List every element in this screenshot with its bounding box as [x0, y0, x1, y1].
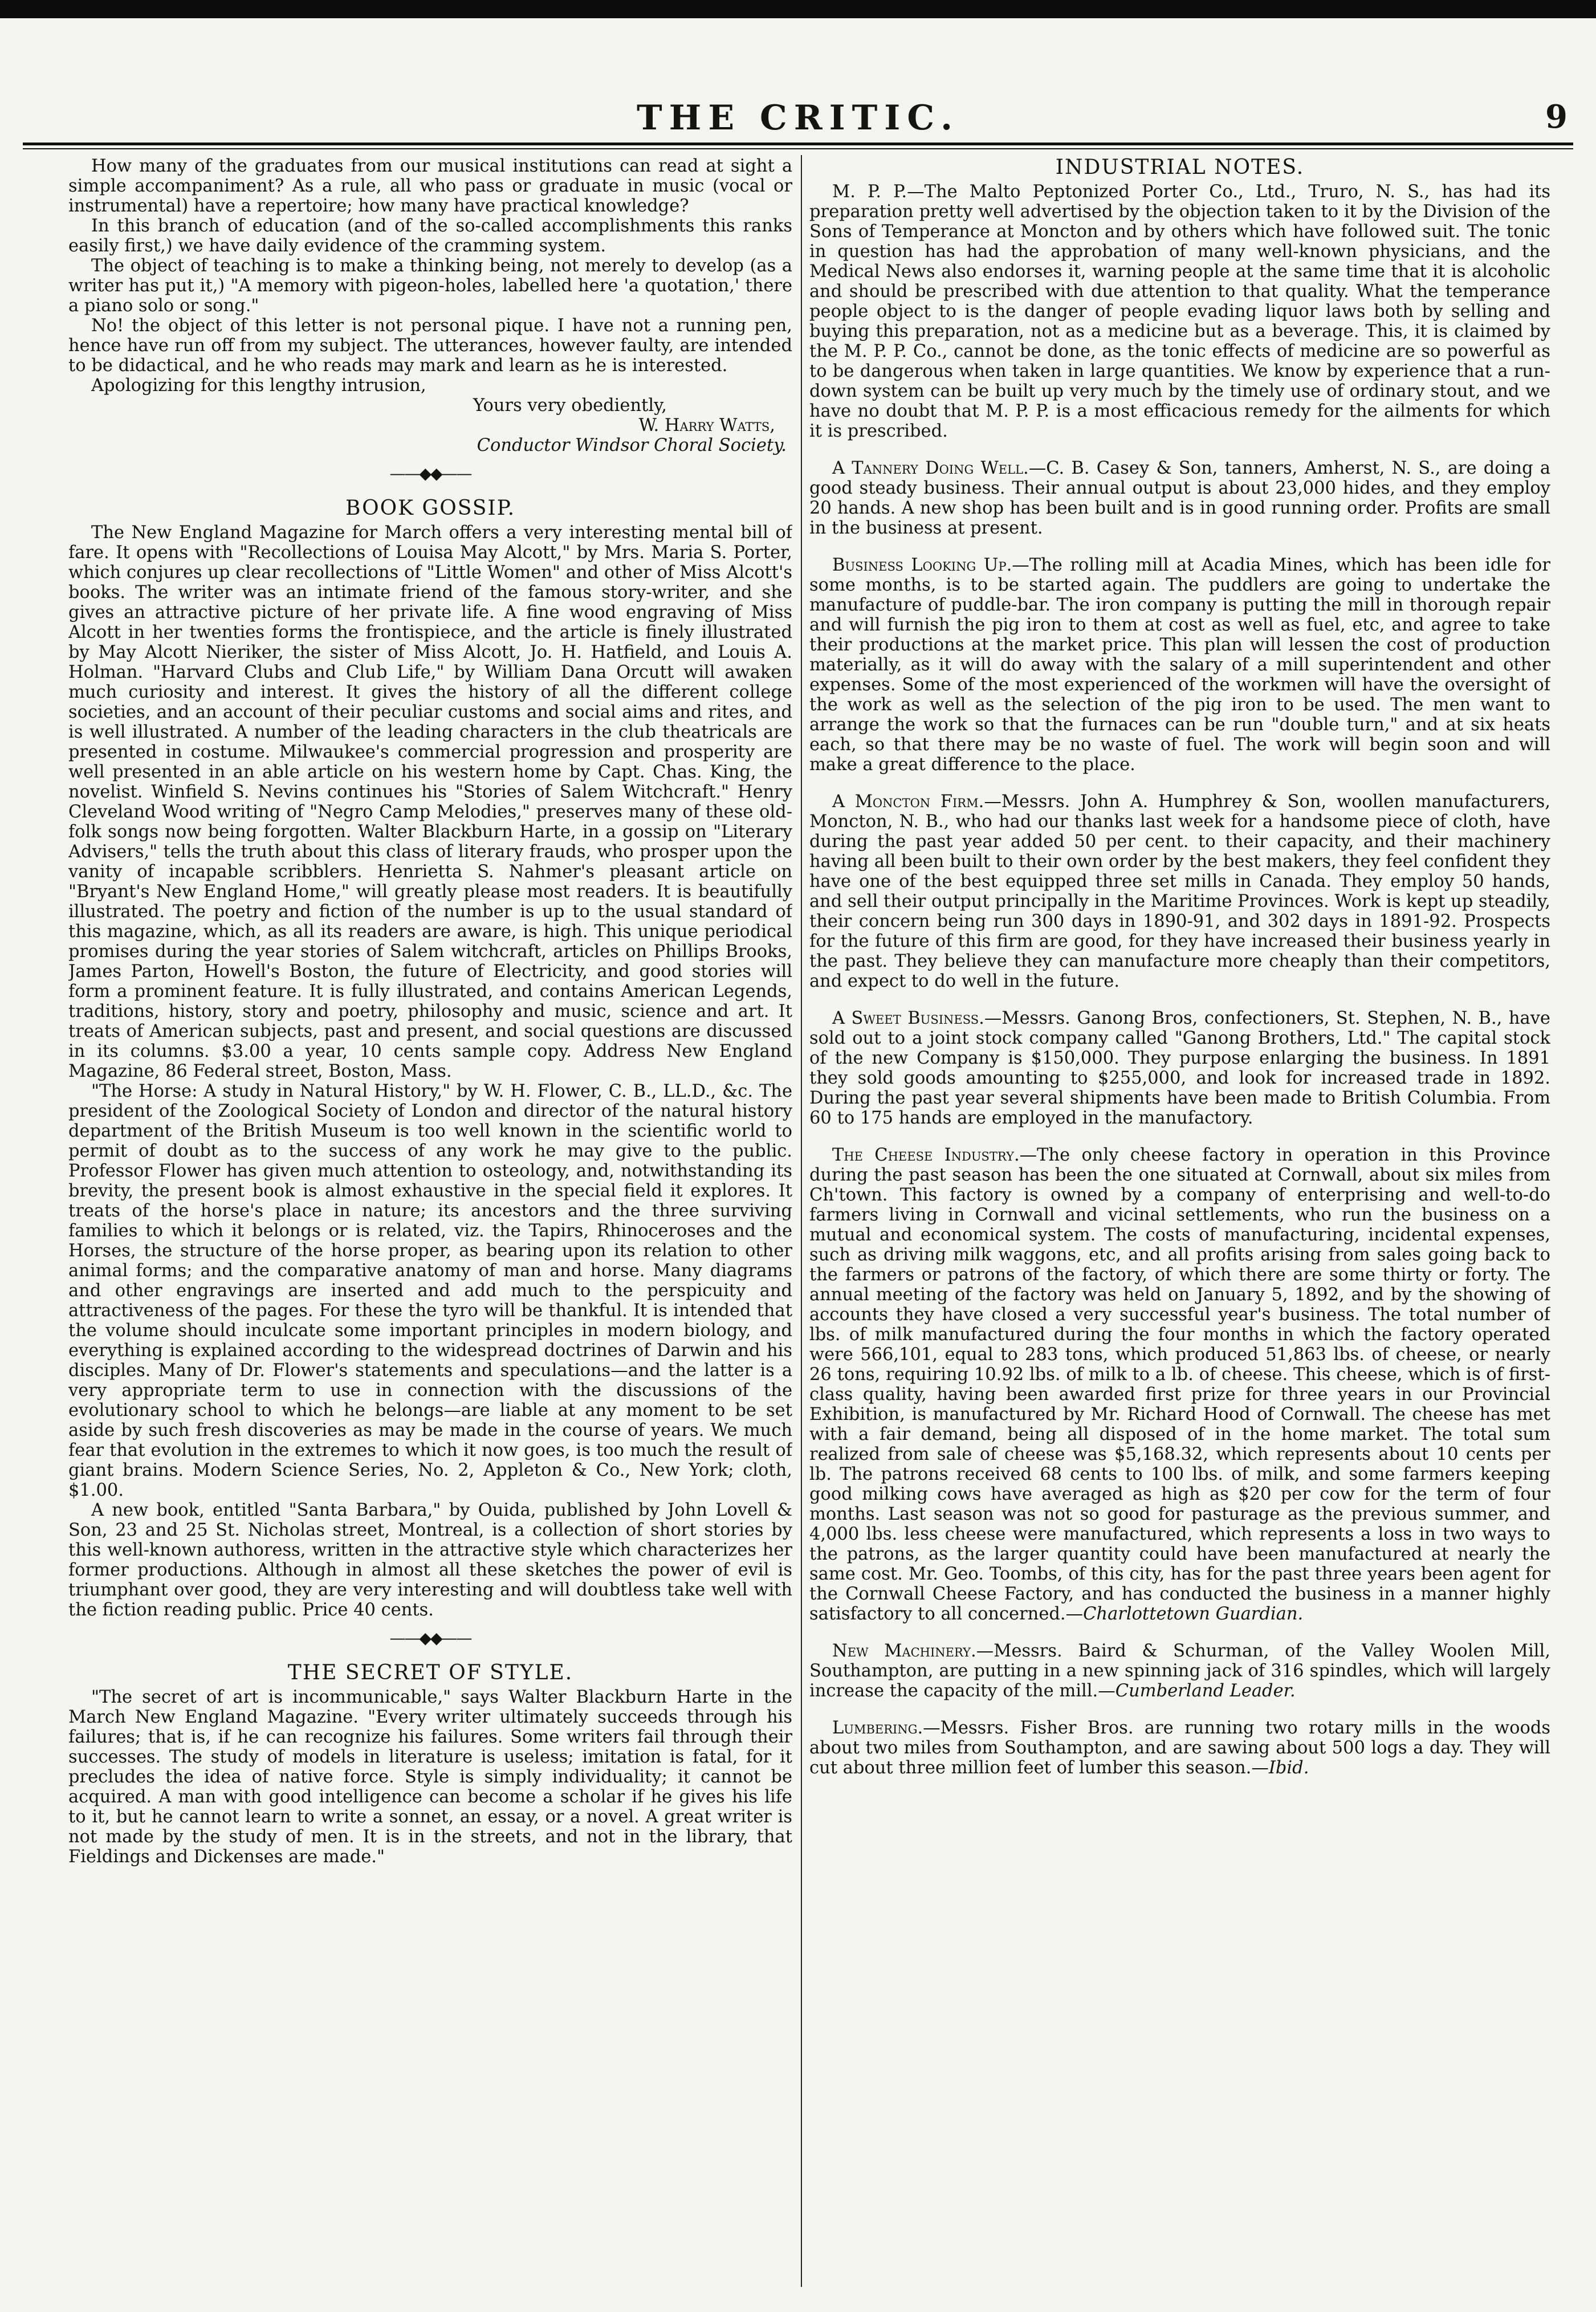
industrial-note [809, 1008, 1550, 1128]
note-lead: The Cheese Industry. [832, 1145, 1020, 1165]
letter-paragraph: The object of teaching is to make a thinking being, not merely to develop (as a writer has put it,) "A memory with pigeon-holes, labelled here 'a quotation,' there a piano solo or song." [68, 256, 792, 316]
note-lead: A Tannery Doing Well. [832, 458, 1029, 478]
note-lead: Lumbering. [832, 1718, 923, 1738]
industrial-note: M. P. P.—The Malto Peptonized Porter Co., Ltd., Truro, N. S., has had its preparation pretty well advertised by the objection taken to it by the Division of the Sons of Temperance at Moncton and by others which have followed suit. The tonic in question has had the approbation of many well-known physicians, and the Medical News also endorses it, warning people at the same time that it is alcoholic and should be prescribed with due attention to that quality. What the temperance people object to is the danger of people evading liquor laws both by selling and buying this preparation, not as a medicine but as a beverage. This, it is claimed by the M. P. P. Co., cannot be done, as the tonic effects of medicine are so powerful as to be dangerous when taken in large quantities. We know by experience that a run-down system can be built up very much by the timely use of ordinary stout, and we have no doubt that M. P. P. is a most efficacious remedy for the ailments for which it is prescribed. [809, 182, 1550, 441]
letter-paragraph: No! the object of this letter is not personal pique. I have not a running pen, hence have run off from my subject. The utterances, however faulty, are intended to be didactical, and he who reads may mark and learn as he is interested. [68, 316, 792, 376]
note-body: —Messrs. Baird & Schurman, of the Valley Woolen Mill, Southampton, are putting in a new spinning jack of 316 spindles, which will largely increase the capacity of the mill.— [809, 1641, 1550, 1701]
letter-signature-title: Conductor Windsor Choral Society. [477, 435, 787, 455]
heading-secret-of-style: THE SECRET OF STYLE. [287, 1661, 573, 1684]
industrial-note [809, 1641, 1550, 1701]
note-source: Ibid. [1268, 1758, 1309, 1778]
letter-paragraph: Apologizing for this lengthy intrusion, [91, 376, 426, 396]
note-body: —Messrs. Ganong Bros, confectioners, St. Stephen, N. B., have sold out to a joint stock company called "Ganong Brothers, Ltd." The capital stock of the new Company is $150,000. They purpose enlarging the business. In 1891 they sold goods amounting to $255,000, and look for increased trade in 1892. During the past year several shipments have been made to British Columbia. From 60 to 175 hands are employed in the manufactory. [809, 1008, 1550, 1128]
letter-closing: Yours very obediently, [473, 396, 667, 416]
note-lead: Business Looking Up. [832, 555, 1012, 575]
note-source: Cumberland Leader. [1115, 1681, 1296, 1701]
letter-paragraph: How many of the graduates from our musical institutions can read at sight a simple accompaniment? As a rule, all who pass or graduate in music (vocal or instrumental) have a repertoire; how many have practical knowledge? [68, 156, 792, 216]
top-edge-bar [0, 0, 1596, 18]
note-source: Charlottetown Guardian. [1083, 1604, 1304, 1624]
header-rule-thick [23, 143, 1573, 145]
left-column [68, 156, 792, 2288]
letter-signature: W. Harry Watts, [638, 416, 775, 435]
publication-title: THE CRITIC. [637, 98, 959, 138]
book-gossip-paragraph: A new book, entitled "Santa Barbara," by Ouida, published by John Lovell & Son, 23 and 25 St. Nicholas street, Montreal, is a collection of short stories by this well-known authoress, written in the attractive style which characterizes her former productions. Although in almost all these sketches the power of evil is triumphant over good, they are very interesting and will doubtless take well with the fiction reading public. Price 40 cents. [68, 1500, 792, 1620]
industrial-note [809, 1145, 1550, 1624]
right-column [809, 156, 1550, 2288]
industrial-note [809, 1718, 1550, 1778]
column-divider [801, 155, 802, 2287]
note-body: —The rolling mill at Acadia Mines, which has been idle for some months, is to be started again. The puddlers are going to undertake the manufacture of puddle-bar. The iron company is putting the mill in thorough repair and will furnish the pig iron to them at cost as well as fuel, etc, and agree to take their productions at the market price. This plan will lessen the cost of production materially, as it will do away with the salary of a mill superintendent and other expenses. Some of the most experienced of the workmen will have the oversight of the work as well as the selection of the pig iron to be used. The men want to arrange the work so that the furnaces can be run "double turn," and at six heats each, so that there may be no waste of fuel. The work will begin soon and will make a great difference to the place. [809, 555, 1550, 775]
note-body: —The only cheese factory in operation in this Province during the past season has been the one situated at Cornwall, about six miles from Ch'town. This factory is owned by a company of enterprising and well-to-do farmers living in Cornwall and vicinal settlements, who run the business on a mutual and economical system. The costs of manufacturing, incidental expenses, such as driving milk waggons, etc, and all profits arising from sales going back to the farmers or patrons of the factory, of which there are some thirty or forty. The annual meeting of the factory was held on January 5, 1892, and by the showing of accounts they have closed a very successful year's business. The total number of lbs. of milk manufactured during the four months in which the factory operated were 566,101, equal to 283 tons, which produced 51,863 lbs. of cheese, or nearly 26 tons, requiring 10.92 lbs. of milk to a lb. of cheese. This cheese, which is of first-class quality, having been awarded first prize for three years in our Provincial Exhibition, is manufactured by Mr. Richard Hood of Cornwall. The cheese has met with a fair demand, being all disposed of in the home market. The total sum realized from sale of cheese was $5,168.32, which represents about 10 cents per lb. The patrons received 68 cents to 100 lbs. of milk, and some farmers keeping good milking cows have averaged as high as $20 per cow for the term of four months. Last season was not so good for pasturage as the previous summer, and 4,000 lbs. less cheese were manufactured, which represents a loss in two ways to the patrons, as the larger quantity could have been manufactured at nearly the same cost. Mr. Geo. Toombs, of this city, has for the past three years been agent for the Cornwall Cheese Factory, and has conducted the business in a manner highly satisfactory to all concerned.— [809, 1145, 1550, 1624]
book-gossip-paragraph: The New England Magazine for March offers a very interesting mental bill of fare. It opens with "Recollections of Louisa May Alcott," by Mrs. Maria S. Porter, which conjures up clear recollections of "Little Women" and other of Miss Alcott's books. The writer was an intimate friend of the famous story-writer, and she gives an attractive picture of her private life. A fine wood engraving of Miss Alcott in her twenties forms the frontispiece, and the article is finely illustrated by May Alcott Nieriker, the sister of Miss Alcott, Jo. H. Hatfield, and Louis A. Holman. "Harvard Clubs and Club Life," by William Dana Orcutt will awaken much curiosity and interest. It gives the history of all the different college societies, and an account of their peculiar customs and social aims and rites, and is well illustrated. A number of the leading characters in the club theatricals are presented in costume. Milwaukee's commercial progression and prosperity are well presented in an able article on his western home by Capt. Chas. King, the novelist. Winfield S. Nevins continues his "Stories of Salem Witchcraft." Henry Cleveland Wood writing of "Negro Camp Melodies," preserves many of these old-folk songs now being forgotten. Walter Blackburn Harte, in a gossip on "Literary Advisers," tells the truth about this class of literary frauds, who prosper upon the vanity of incapable scribblers. Henrietta S. Nahmer's pleasant article on "Bryant's New England Home," will greatly please most readers. It is beautifully illustrated. The poetry and fiction of the number is up to the usual standard of this magazine, which, as all its readers are aware, is high. This unique periodical promises during the year stories of Salem witchcraft, articles on Phillips Brooks, James Parton, Howell's Boston, the future of Electricity, and good stories will form a prominent feature. It is fully illustrated, and contains American Legends, traditions, history, story and poetry, philosophy and music, science and art. It treats of American subjects, past and present, and social questions are discussed in its columns. $3.00 a year, 10 cents sample copy. Address New England Magazine, 86 Federal street, Boston, Mass. [68, 523, 792, 1081]
masthead [23, 98, 1573, 146]
industrial-note [809, 555, 1550, 775]
page-number: 9 [1545, 98, 1567, 136]
note-lead: New Machinery. [832, 1641, 976, 1661]
note-body: —Messrs. John A. Humphrey & Son, woollen manufacturers, Moncton, N. B., who had our thanks last week for a handsome piece of cloth, have during the past year added 50 per cent. to their capacity, and their machinery having all been built to their own order by the best makers, they feel confident they have one of the best equipped three set mills in Canada. They employ 50 hands, and sell their output principally in the Maritime Provinces. Work is kept up steadily, their concern being run 300 days in 1890-91, and 302 days in 1891-92. Prospects for the future of this firm are good, for they have increased their business yearly in the past. They believe they can manufacture more cheaply than their competitors, and expect to do well in the future. [809, 792, 1550, 991]
heading-book-gossip: BOOK GOSSIP. [345, 496, 516, 520]
note-lead: A Moncton Firm. [832, 792, 984, 812]
letter-paragraph: In this branch of education (and of the so-called accomplishments this ranks easily first,) we have daily evidence of the cramming system. [68, 216, 792, 256]
note-body: —C. B. Casey & Son, tanners, Amherst, N. S., are doing a good steady business. Their annual output is about 23,000 hides, and they employ 20 hands. A new shop has been built and is in good running order. Profits are small in the business at present. [809, 458, 1550, 538]
note-lead: A Sweet Business. [832, 1008, 984, 1028]
industrial-note [809, 792, 1550, 991]
book-gossip-paragraph: "The Horse: A study in Natural History," by W. H. Flower, C. B., LL.D., &c. The president of the Zoological Society of London and director of the natural history department of the British Museum is too well known in the scientific world to permit of doubt as to the success of any work he may give to the public. Professor Flower has given much attention to osteology, and, notwithstanding its brevity, the present book is almost exhaustive in the special field it explores. It treats of the horse's place in nature; its ancestors and the three surviving families to which it belongs or is related, viz. the Tapirs, Rhinoceroses and the Horses, the structure of the horse proper, as bearing upon its relation to other animal forms; and the comparative anatomy of man and horse. Many diagrams and other engravings are inserted and add much to the perspicuity and attractiveness of the pages. For these the tyro will be thankful. It is intended that the volume should inculcate some important principles in modern biology, and everything is explained according to the widespread doctrines of Darwin and his disciples. Many of Dr. Flower's statements and speculations—and the latter is a very appropriate term to use in connection with the discussions of the evolutionary school to which he belongs—are liable at any moment to be set aside by such fresh discoveries as may be made in the course of years. We much fear that evolution in the extremes to which it now goes, is too much the result of giant brains. Modern Science Series, No. 2, Appleton & Co., New York; cloth, $1.00. [68, 1081, 792, 1500]
header-rule-thin [23, 148, 1573, 149]
section-ornament: ——◆◆—— [389, 1629, 471, 1647]
section-ornament: ——◆◆—— [389, 464, 471, 483]
secret-of-style-paragraph: "The secret of art is incommunicable," says Walter Blackburn Harte in the March New England Magazine. "Every writer ultimately succeeds through his failures; that is, if he can recognize his failures. Some writers fail through their successes. The study of models in literature is useless; imitation is fatal, for it precludes the idea of native force. Style is simply individuality; it cannot be acquired. A man with good intelligence can become a scholar if he gives his life to it, but he cannot learn to write a sonnet, an essay, or a novel. A great writer is not made by the study of men. It is in the streets, and not in the library, that Fieldings and Dickenses are made." [68, 1687, 792, 1867]
heading-industrial-notes: INDUSTRIAL NOTES. [1055, 156, 1305, 179]
note-body: —Messrs. Fisher Bros. are running two rotary mills in the woods about two miles from Southampton, and are sawing about 500 logs a day. They will cut about three million feet of lumber this season.— [809, 1718, 1550, 1778]
industrial-note [809, 458, 1550, 538]
